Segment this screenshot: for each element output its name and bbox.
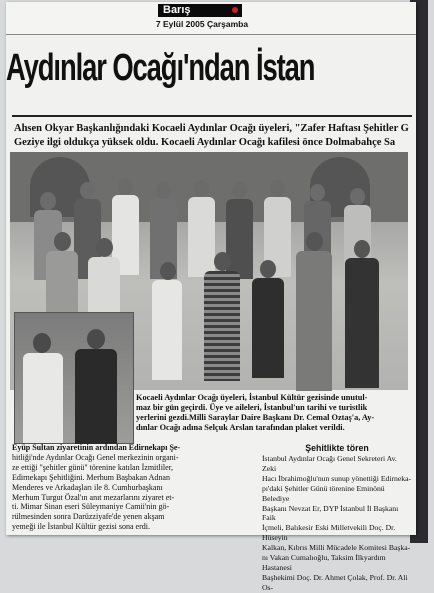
- body-line: İstanbul Aydınlar Ocağı Genel Sekreteri Av. Zeki: [262, 454, 397, 473]
- body-line: Merhum Turgut Özal'ın anıt mezarlarını ziyaret et-: [12, 492, 175, 502]
- caption-line: dınlar Ocağı adına Selçuk Arslan tarafından plaket verildi.: [136, 423, 345, 432]
- body-line: Başkanı Nevzat Er, DYP İstanbul İl Başkanı Faik: [262, 503, 399, 523]
- logo-dot-icon: [232, 7, 238, 13]
- body-line: rülmesinden sonra Darüzziyafe'de yenen akşam: [12, 512, 165, 522]
- body-line: Hacı İbrahimoğlu'nun sunup yönettiği Edirneka-: [262, 473, 412, 483]
- body-column-left: [12, 443, 258, 532]
- body-line: nı Vakan Cumalıoğlu, Taksim İlkyardım Hastanesi: [262, 553, 386, 572]
- subhead-line-2: Geziye ilgi oldukça yüksek oldu. Kocaeli Aydınlar Ocağı kafilesi önce Dolmabahçe Sa: [14, 137, 396, 148]
- subhead-line-1: Ahsen Okyar Başkanlığındaki Kocaeli Aydınlar Ocağı üyeleri, "Zafer Haftası Şehitler G: [14, 123, 409, 134]
- headline: Aydınlar Ocağı'ndan İstan: [6, 47, 315, 89]
- plaque-ceremony-photo: [14, 312, 134, 444]
- section-heading: Şehitlikte tören: [305, 443, 369, 453]
- body-line: Eyüp Sultan ziyaretinin ardından Edirnekapı Şe-: [12, 443, 181, 452]
- caption-line: maz bir gün geçirdi. Üye ve aileleri, İstanbul'un tarihi ve turistlik: [136, 403, 368, 412]
- publication-date: 7 Eylül 2005 Çarşamba: [155, 19, 249, 29]
- body-column-right: [262, 454, 412, 593]
- body-line: pı'daki Şehitler Günü törenine Eminönü Belediye: [262, 483, 385, 503]
- body-line: yemeği ile İstanbul Kültür gezisi sona erdi.: [12, 522, 150, 532]
- body-line: ti. Mimar Sinan eseri Süleymaniye Camii'nin gö-: [12, 502, 170, 512]
- body-line: Başhekimi Doç. Dr. Ahmet Çolak, Prof. Dr. Ali Os-: [262, 572, 408, 592]
- logo-text: Barış: [163, 4, 191, 16]
- caption-line: yerlerini gezdi.Milli Saraylar Daire Başkanı Dr. Cemal Oztaş'a, Ay-: [136, 413, 375, 422]
- newspaper-logo: [158, 4, 242, 17]
- body-line: Kalkan, Kıbrıs Milli Mücadele Komitesi Başka-: [262, 543, 411, 553]
- body-line: ze ettiği "şehitler günü" törenine katılan İzmitliler,: [12, 462, 174, 472]
- newspaper-clipping: [6, 2, 416, 592]
- headline-rule: [12, 115, 412, 117]
- body-line: İçmeli, Balıkesir Eski Milletvekili Doç. Dr. Hüseyin: [262, 523, 396, 543]
- body-line: hitliği'nde Aydınlar Ocağı Genel merkezinin organi-: [12, 452, 179, 462]
- caption-line: Kocaeli Aydınlar Ocağı üyeleri, İstanbul Kültür gezisinde unutul-: [136, 393, 368, 402]
- body-line: Edirnekapı Şehitliğini. Merhum Başbakan Adnan: [12, 472, 170, 482]
- body-line: Menderes ve Arkadaşları ile 8. Cumhurbaşkanı: [12, 482, 163, 492]
- photo-caption: [136, 393, 414, 433]
- masthead: [6, 2, 416, 35]
